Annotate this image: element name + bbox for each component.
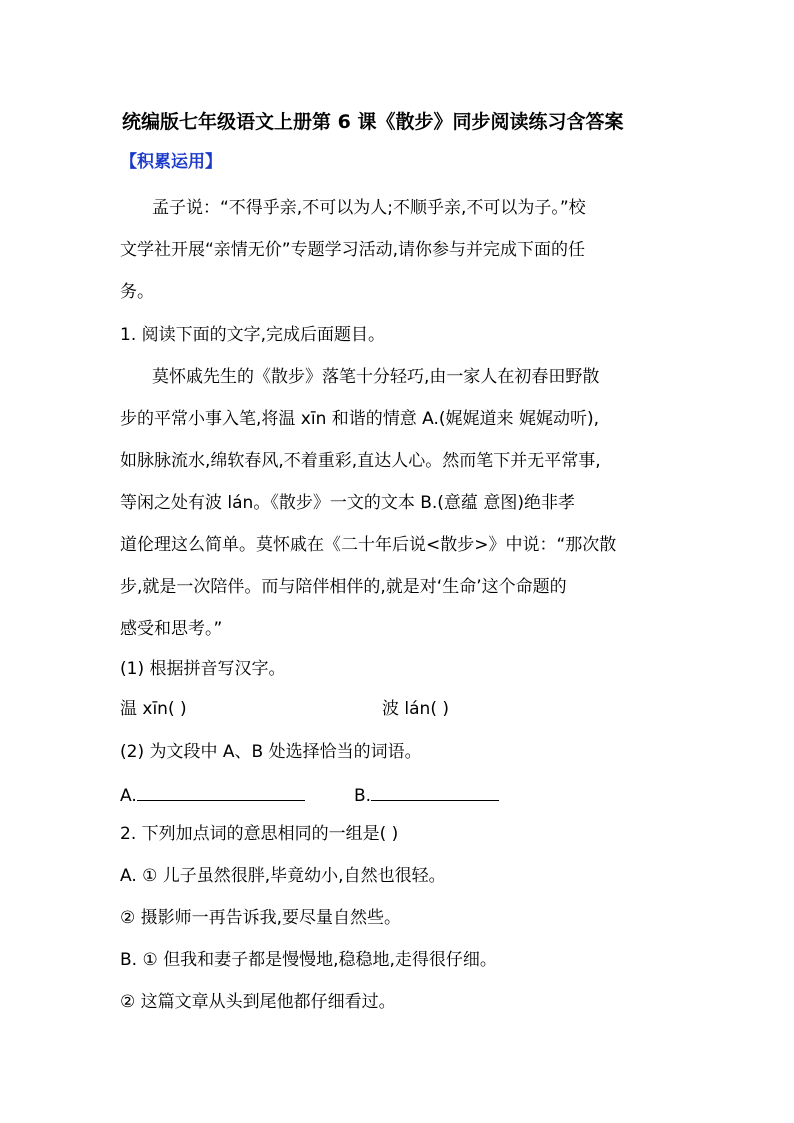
intro-line: 孟子说：“不得乎亲,不可以为人;不顺乎亲,不可以为子。”校 [152,198,586,218]
option-b-2: ② 这篇文章从头到尾他都仔细看过。 [120,992,396,1012]
blank-a-line[interactable] [137,782,305,801]
option-a-1: A. ① 儿子虽然很胖,毕竟幼小,自然也很轻。 [120,866,446,886]
blank-a-label: A. [120,786,137,806]
passage-line: 步的平常小事入笔,将温 xīn 和谐的情意 A.(娓娓道来 娓娓动听), [120,409,599,429]
section-heading: 【积累运用】 [120,152,222,172]
intro-line: 文学社开展“亲情无价”专题学习活动,请你参与并完成下面的任 [120,240,586,260]
option-a-2: ② 摄影师一再告诉我,要尽量自然些。 [120,908,402,928]
passage-line: 等闲之处有波 lán。《散步》一文的文本 B.(意蕴 意图)绝非孝 [120,493,575,513]
document-title: 统编版七年级语文上册第 6 课《散步》同步阅读练习含答案 [122,111,624,133]
passage-line: 道伦理这么简单。莫怀戚在《二十年后说<散步>》中说：“那次散 [120,535,617,555]
pinyin-answer-b: 波 lán( ) [382,699,449,719]
intro-line: 务。 [120,282,154,302]
blank-b-line[interactable] [371,782,499,801]
blank-a-row [120,782,305,808]
passage-line: 感受和思考。” [120,619,223,639]
passage-line: 莫怀戚先生的《散步》落笔十分轻巧,由一家人在初春田野散 [152,367,600,387]
question-2: 2. 下列加点词的意思相同的一组是( ) [120,824,399,844]
blank-b-row [354,782,499,808]
pinyin-answer-a: 温 xīn( ) [120,699,187,719]
blank-b-label: B. [354,786,372,806]
passage-line: 如脉脉流水,绵软春风,不着重彩,直达人心。然而笔下并无平常事, [120,451,601,471]
passage-line: 步,就是一次陪伴。而与陪伴相伴的,就是对‘生命’这个命题的 [120,577,567,597]
sub-question-1: (1) 根据拼音写汉字。 [120,659,286,679]
option-b-1: B. ① 但我和妻子都是慢慢地,稳稳地,走得很仔细。 [120,950,497,970]
sub-question-2: (2) 为文段中 A、B 处选择恰当的词语。 [120,742,422,762]
question-1-heading: 1. 阅读下面的文字,完成后面题目。 [120,325,386,345]
